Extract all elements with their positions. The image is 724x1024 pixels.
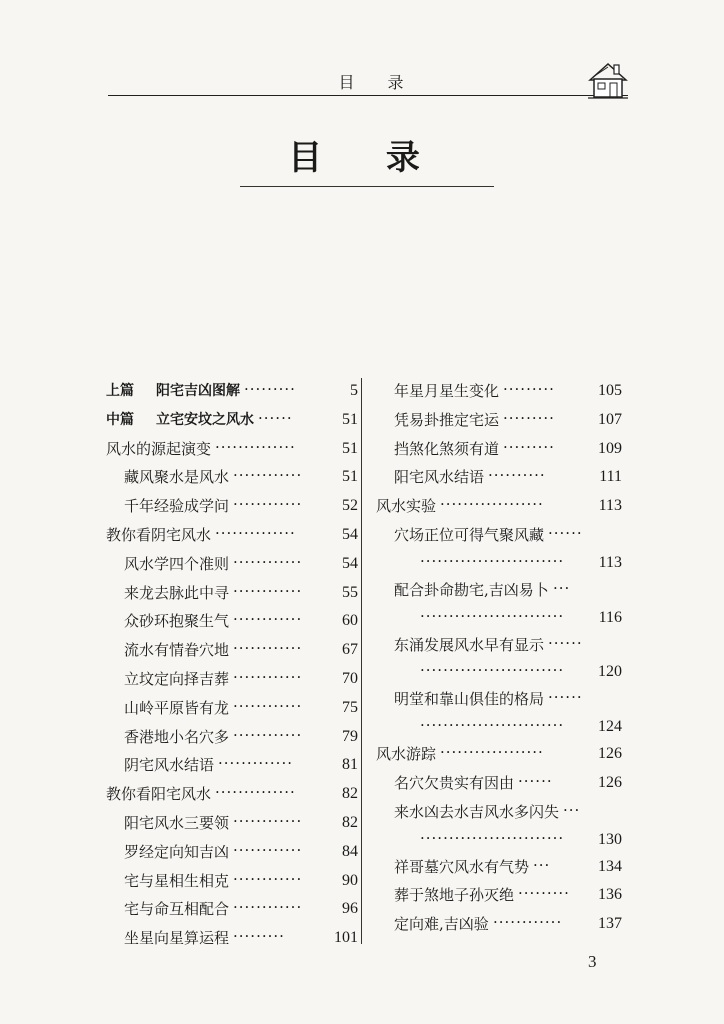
toc-leader-dots: ························· bbox=[420, 661, 565, 680]
toc-entry-title: 祥哥墓穴风水有气势 bbox=[394, 857, 530, 876]
toc-entry[interactable] bbox=[106, 406, 358, 435]
toc-page-number: 51 bbox=[342, 468, 358, 486]
toc-leader-dots: ··· bbox=[553, 578, 571, 597]
toc-page-number: 136 bbox=[598, 886, 622, 904]
toc-entry[interactable] bbox=[376, 521, 622, 550]
toc-entry-title: 教你看阳宅风水 bbox=[106, 785, 212, 804]
running-header: 目 录 bbox=[338, 73, 418, 92]
toc-entry-title: 年星月星生变化 bbox=[394, 382, 500, 400]
toc-page-number: 137 bbox=[598, 915, 622, 933]
toc-page-number: 5 bbox=[350, 382, 358, 399]
toc-page-number: 60 bbox=[342, 612, 358, 630]
toc-entry-title: 宅与星相生相克 bbox=[124, 871, 230, 890]
page-number: 3 bbox=[588, 952, 597, 971]
page-title: 目 录 bbox=[288, 138, 446, 178]
toc-leader-dots: ·········· bbox=[488, 466, 546, 485]
title-rule bbox=[240, 186, 494, 187]
toc-entry[interactable] bbox=[106, 924, 358, 953]
toc-leader-dots: ············· bbox=[218, 754, 293, 773]
header-rule bbox=[108, 95, 628, 96]
toc-left-column bbox=[106, 377, 358, 953]
toc-entry-title: 穴场正位可得气聚风藏 bbox=[394, 525, 545, 544]
toc-entry[interactable] bbox=[106, 636, 358, 665]
toc-entry-title: 阳宅风水三要领 bbox=[124, 813, 230, 832]
toc-entry[interactable] bbox=[376, 798, 622, 827]
toc-entry-title: 阴宅风水结语 bbox=[124, 756, 215, 775]
toc-entry[interactable] bbox=[106, 607, 358, 636]
toc-page-number: 75 bbox=[342, 698, 358, 716]
toc-entry[interactable] bbox=[376, 605, 622, 631]
toc-page-number: 113 bbox=[598, 497, 622, 515]
toc-page-number: 67 bbox=[342, 641, 358, 659]
toc-entry-title: 罗经定向知吉凶 bbox=[124, 842, 230, 861]
toc-entry-title: 配合卦命勘宅,吉凶易卜 bbox=[394, 580, 549, 599]
toc-page-number: 107 bbox=[598, 410, 622, 428]
toc-entry-title: 藏风聚水是风水 bbox=[124, 468, 230, 487]
toc-leader-dots: ························· bbox=[420, 551, 565, 570]
toc-entry[interactable] bbox=[376, 853, 622, 882]
toc-leader-dots: ······ bbox=[548, 688, 583, 707]
toc-entry[interactable] bbox=[106, 895, 358, 924]
toc-page-number: 51 bbox=[342, 439, 358, 457]
toc-page-number: 82 bbox=[342, 813, 358, 831]
toc-leader-dots: ········· bbox=[503, 408, 555, 427]
toc-page-number: 55 bbox=[342, 583, 358, 601]
toc-leader-dots: ············ bbox=[233, 725, 303, 744]
toc-leader-dots: ············ bbox=[233, 869, 303, 888]
toc-entry-title: 宅与命互相配合 bbox=[124, 900, 230, 919]
toc-entry[interactable] bbox=[376, 550, 622, 576]
toc-entry[interactable] bbox=[106, 838, 358, 867]
toc-page-number: 109 bbox=[598, 439, 622, 457]
toc-entry-title: 葬于煞地子孙灭绝 bbox=[394, 886, 515, 905]
toc-entry-title: 千年经验成学问 bbox=[124, 497, 230, 516]
toc-page-number: 101 bbox=[334, 929, 358, 947]
toc-entry[interactable] bbox=[106, 435, 358, 464]
toc-leader-dots: ········· bbox=[503, 380, 555, 398]
toc-leader-dots: ························· bbox=[420, 716, 565, 735]
toc-entry[interactable] bbox=[106, 694, 358, 723]
toc-page-number: 90 bbox=[342, 871, 358, 889]
toc-entry-title: 来龙去脉此中寻 bbox=[124, 583, 230, 602]
toc-page-number: 111 bbox=[599, 468, 622, 486]
toc-page-number: 126 bbox=[598, 773, 622, 791]
toc-page-number: 124 bbox=[598, 718, 622, 736]
toc-entry-title: 来水凶去水吉风水多闪失 bbox=[394, 802, 560, 821]
toc-entry-title: 风水游踪 bbox=[376, 745, 437, 764]
toc-entry[interactable] bbox=[376, 631, 622, 660]
toc-page-number: 96 bbox=[342, 900, 358, 918]
toc-page-number: 54 bbox=[342, 525, 358, 543]
toc-entry-title: 风水的源起演变 bbox=[106, 439, 212, 458]
toc-entry[interactable] bbox=[106, 809, 358, 838]
toc-leader-dots: ··· bbox=[563, 800, 581, 819]
toc-entry[interactable] bbox=[376, 377, 622, 406]
toc-entry[interactable] bbox=[106, 521, 358, 550]
toc-entry-title: 阳宅风水结语 bbox=[394, 468, 485, 487]
toc-leader-dots: ······ bbox=[548, 523, 583, 542]
toc-entry[interactable] bbox=[106, 665, 358, 694]
toc-leader-dots: ············ bbox=[233, 610, 303, 629]
toc-leader-dots: ························· bbox=[420, 828, 565, 847]
toc-entry-title: 明堂和靠山俱佳的格局 bbox=[394, 690, 545, 709]
toc-entry[interactable] bbox=[376, 576, 622, 605]
toc-page-number: 82 bbox=[342, 785, 358, 803]
toc-right-column bbox=[376, 377, 622, 939]
toc-leader-dots: ········· bbox=[518, 884, 570, 903]
toc-part-label: 上篇 bbox=[106, 383, 134, 399]
toc-page-number: 120 bbox=[598, 663, 622, 681]
toc-leader-dots: ······ bbox=[258, 408, 293, 427]
toc-entry-title: 名穴欠贵实有因由 bbox=[394, 773, 515, 792]
toc-leader-dots: ·················· bbox=[440, 495, 544, 514]
toc-entry[interactable] bbox=[376, 406, 622, 435]
toc-page-number: 84 bbox=[342, 842, 358, 860]
toc-entry[interactable] bbox=[376, 769, 622, 798]
toc-page-number: 70 bbox=[342, 669, 358, 687]
toc-entry-title: 挡煞化煞须有道 bbox=[394, 439, 500, 458]
toc-leader-dots: ············ bbox=[233, 696, 303, 715]
toc-leader-dots: ········· bbox=[233, 927, 285, 946]
toc-leader-dots: ························· bbox=[420, 606, 565, 625]
toc-entry[interactable] bbox=[376, 685, 622, 714]
toc-leader-dots: ········· bbox=[503, 437, 555, 456]
toc-entry-title: 凭易卦推定宅运 bbox=[394, 410, 500, 429]
toc-entry-title bbox=[106, 406, 254, 435]
toc-entry[interactable] bbox=[106, 723, 358, 752]
toc-page-number: 105 bbox=[598, 382, 622, 399]
toc-entry[interactable] bbox=[376, 463, 622, 492]
toc-page-number: 52 bbox=[342, 497, 358, 515]
toc-entry[interactable] bbox=[376, 714, 622, 740]
toc-entry[interactable] bbox=[376, 881, 622, 910]
toc-page-number: 116 bbox=[598, 608, 622, 626]
toc-page-number: 130 bbox=[598, 830, 622, 848]
toc-entry-title: 山岭平原皆有龙 bbox=[124, 698, 230, 717]
toc-leader-dots: ············ bbox=[233, 495, 303, 514]
toc-leader-dots: ············ bbox=[233, 840, 303, 859]
toc-entry-title: 流水有情眷穴地 bbox=[124, 641, 230, 660]
toc-entry-title: 风水实验 bbox=[376, 497, 437, 516]
toc-leader-dots: ············ bbox=[233, 552, 303, 571]
toc-page-number: 113 bbox=[598, 553, 622, 571]
toc-entry-title: 东涌发展风水早有显示 bbox=[394, 635, 545, 654]
toc-entry[interactable] bbox=[376, 910, 622, 939]
toc-entry-title: 风水学四个准则 bbox=[124, 554, 230, 573]
toc-leader-dots: ············ bbox=[233, 898, 303, 917]
toc-page-number: 54 bbox=[342, 554, 358, 572]
toc-page-number: 81 bbox=[342, 756, 358, 774]
toc-entry-title: 教你看阴宅风水 bbox=[106, 525, 212, 544]
toc-entry[interactable] bbox=[106, 492, 358, 521]
toc-entry[interactable] bbox=[106, 867, 358, 896]
toc-page-number: 126 bbox=[598, 745, 622, 763]
toc-leader-dots: ······ bbox=[548, 633, 583, 652]
house-icon bbox=[586, 60, 630, 100]
toc-entry-title: 香港地小名穴多 bbox=[124, 727, 230, 746]
toc-entry[interactable] bbox=[376, 492, 622, 521]
toc-entry[interactable] bbox=[106, 377, 358, 406]
toc-entry[interactable] bbox=[376, 435, 622, 464]
toc-entry[interactable] bbox=[376, 659, 622, 685]
toc-entry-title: 定向难,吉凶验 bbox=[394, 915, 489, 934]
toc-leader-dots: ······ bbox=[518, 771, 553, 790]
toc-part-label: 中篇 bbox=[106, 411, 134, 428]
toc-leader-dots: ············ bbox=[493, 913, 563, 932]
toc-leader-dots: ············ bbox=[233, 667, 303, 686]
toc-leader-dots: ·············· bbox=[215, 783, 296, 802]
toc-leader-dots: ·············· bbox=[215, 437, 296, 456]
toc-entry[interactable] bbox=[106, 579, 358, 608]
toc-leader-dots: ············ bbox=[233, 639, 303, 658]
toc-leader-dots: ·············· bbox=[215, 523, 296, 542]
toc-entry[interactable] bbox=[106, 751, 358, 780]
toc-part-title: 立宅安坟之风水 bbox=[156, 411, 254, 428]
toc-entry[interactable] bbox=[376, 827, 622, 853]
toc-leader-dots: ·················· bbox=[440, 743, 544, 762]
toc-entry[interactable] bbox=[106, 463, 358, 492]
toc-entry[interactable] bbox=[106, 780, 358, 809]
toc-page-number: 134 bbox=[598, 857, 622, 875]
toc-page-number: 51 bbox=[342, 410, 358, 428]
toc-part-title: 阳宅吉凶图解 bbox=[156, 383, 240, 399]
toc-leader-dots: ············ bbox=[233, 581, 303, 600]
toc-leader-dots: ········· bbox=[244, 380, 296, 398]
toc-entry-title: 坐星向星算运程 bbox=[124, 929, 230, 948]
toc-entry[interactable] bbox=[376, 740, 622, 769]
column-divider bbox=[361, 378, 362, 944]
toc-leader-dots: ············ bbox=[233, 811, 303, 830]
toc-entry-title: 立坟定向择吉葬 bbox=[124, 669, 230, 688]
toc-entry-title bbox=[106, 377, 240, 406]
toc-page-number: 79 bbox=[342, 727, 358, 745]
toc-leader-dots: ············ bbox=[233, 466, 303, 485]
toc-entry-title: 众砂环抱聚生气 bbox=[124, 612, 230, 631]
toc-entry[interactable] bbox=[106, 550, 358, 579]
toc-leader-dots: ··· bbox=[533, 855, 551, 874]
